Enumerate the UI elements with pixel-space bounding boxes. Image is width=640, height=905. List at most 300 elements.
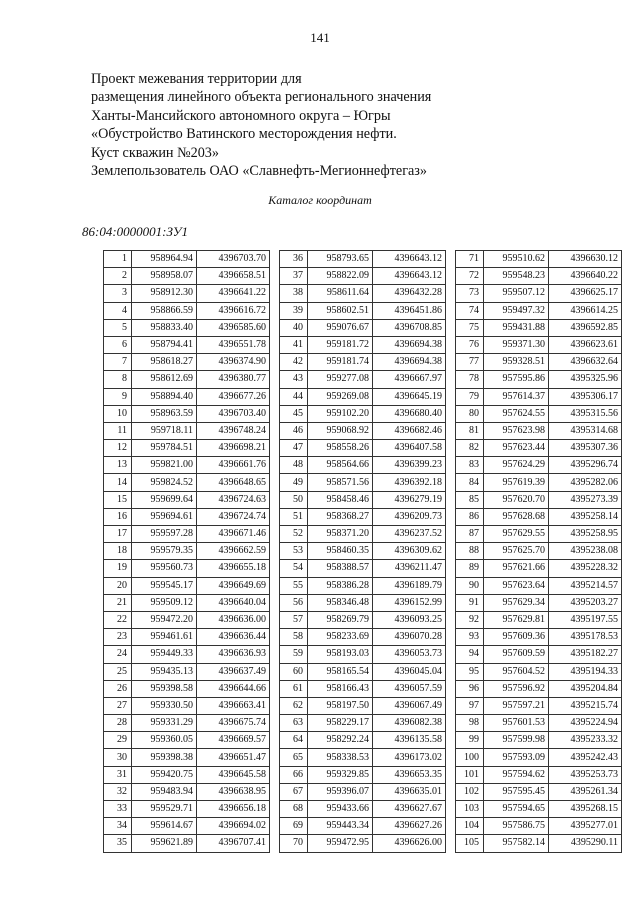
- table-row: [280, 732, 446, 749]
- table-row: [456, 474, 622, 491]
- title-line: размещения линейного объекта регионального значения: [91, 89, 432, 106]
- y-coordinate: 4396653.35: [373, 766, 446, 783]
- table-row: [456, 783, 622, 800]
- y-coordinate: 4396677.26: [197, 388, 270, 405]
- y-coordinate: 4396627.26: [373, 818, 446, 835]
- y-coordinate: 4396748.24: [197, 422, 270, 439]
- table-row: [104, 474, 270, 491]
- y-coordinate: 4396648.65: [197, 474, 270, 491]
- table-row: [280, 697, 446, 714]
- page-number: 141: [310, 30, 330, 45]
- table-row: [456, 543, 622, 560]
- coordinates-table-2: [279, 250, 446, 853]
- x-coordinate: 959614.67: [132, 818, 197, 835]
- table-row: [104, 508, 270, 525]
- x-coordinate: 959545.17: [132, 577, 197, 594]
- point-number: 43: [280, 371, 308, 388]
- x-coordinate: 958233.69: [308, 629, 373, 646]
- point-number: 5: [104, 319, 132, 336]
- x-coordinate: 957614.37: [484, 388, 549, 405]
- x-coordinate: 959330.50: [132, 697, 197, 714]
- y-coordinate: 4396640.22: [549, 268, 622, 285]
- y-coordinate: 4396173.02: [373, 749, 446, 766]
- parcel-id: 86:04:0000001:ЗУ1: [82, 224, 188, 239]
- table-row: [456, 560, 622, 577]
- x-coordinate: 959328.51: [484, 354, 549, 371]
- y-coordinate: 4396645.58: [197, 766, 270, 783]
- x-coordinate: 957594.62: [484, 766, 549, 783]
- table-row: [456, 422, 622, 439]
- y-coordinate: 4396661.76: [197, 457, 270, 474]
- y-coordinate: 4396082.38: [373, 715, 446, 732]
- y-coordinate: 4396070.28: [373, 629, 446, 646]
- point-number: 48: [280, 457, 308, 474]
- y-coordinate: 4396724.63: [197, 491, 270, 508]
- y-coordinate: 4396655.18: [197, 560, 270, 577]
- point-number: 47: [280, 440, 308, 457]
- catalog-heading: Каталог координат: [268, 193, 372, 207]
- y-coordinate: 4396551.78: [197, 336, 270, 353]
- x-coordinate: 958602.51: [308, 302, 373, 319]
- x-coordinate: 957595.45: [484, 783, 549, 800]
- point-number: 75: [456, 319, 484, 336]
- table-row: [456, 371, 622, 388]
- x-coordinate: 959102.20: [308, 405, 373, 422]
- x-coordinate: 959621.89: [132, 835, 197, 852]
- coordinates-table-3: [455, 250, 622, 853]
- table-row: [280, 715, 446, 732]
- y-coordinate: 4396694.38: [373, 354, 446, 371]
- y-coordinate: 4396093.25: [373, 611, 446, 628]
- x-coordinate: 957625.70: [484, 543, 549, 560]
- y-coordinate: 4396614.25: [549, 302, 622, 319]
- point-number: 24: [104, 646, 132, 663]
- y-coordinate: 4396645.19: [373, 388, 446, 405]
- point-number: 90: [456, 577, 484, 594]
- y-coordinate: 4395307.36: [549, 440, 622, 457]
- point-number: 98: [456, 715, 484, 732]
- table-row: [280, 766, 446, 783]
- table-row: [104, 457, 270, 474]
- point-number: 51: [280, 508, 308, 525]
- table-row: [280, 611, 446, 628]
- table-row: [280, 457, 446, 474]
- point-number: 36: [280, 251, 308, 268]
- x-coordinate: 958866.59: [132, 302, 197, 319]
- y-coordinate: 4396680.40: [373, 405, 446, 422]
- y-coordinate: 4395194.33: [549, 663, 622, 680]
- point-number: 34: [104, 818, 132, 835]
- point-number: 46: [280, 422, 308, 439]
- x-coordinate: 958458.46: [308, 491, 373, 508]
- x-coordinate: 957609.36: [484, 629, 549, 646]
- x-coordinate: 959449.33: [132, 646, 197, 663]
- point-number: 105: [456, 835, 484, 852]
- x-coordinate: 958368.27: [308, 508, 373, 525]
- x-coordinate: 958166.43: [308, 680, 373, 697]
- y-coordinate: 4396635.01: [373, 783, 446, 800]
- table-row: [456, 354, 622, 371]
- y-coordinate: 4396399.23: [373, 457, 446, 474]
- x-coordinate: 959507.12: [484, 285, 549, 302]
- table-row: [104, 440, 270, 457]
- table-row: [104, 577, 270, 594]
- point-number: 6: [104, 336, 132, 353]
- table-row: [104, 354, 270, 371]
- point-number: 18: [104, 543, 132, 560]
- point-number: 29: [104, 732, 132, 749]
- x-coordinate: 959510.62: [484, 251, 549, 268]
- x-coordinate: 958822.09: [308, 268, 373, 285]
- point-number: 54: [280, 560, 308, 577]
- table-row: [456, 697, 622, 714]
- x-coordinate: 958571.56: [308, 474, 373, 491]
- y-coordinate: 4396643.12: [373, 251, 446, 268]
- point-number: 26: [104, 680, 132, 697]
- y-coordinate: 4396724.74: [197, 508, 270, 525]
- y-coordinate: 4396671.46: [197, 526, 270, 543]
- point-number: 11: [104, 422, 132, 439]
- coordinates-table-1: [103, 250, 270, 853]
- y-coordinate: 4396625.17: [549, 285, 622, 302]
- x-coordinate: 959398.38: [132, 749, 197, 766]
- point-number: 64: [280, 732, 308, 749]
- point-number: 19: [104, 560, 132, 577]
- point-number: 99: [456, 732, 484, 749]
- x-coordinate: 957624.29: [484, 457, 549, 474]
- y-coordinate: 4396694.38: [373, 336, 446, 353]
- x-coordinate: 959443.34: [308, 818, 373, 835]
- point-number: 77: [456, 354, 484, 371]
- y-coordinate: 4395253.73: [549, 766, 622, 783]
- point-number: 22: [104, 611, 132, 628]
- table-row: [280, 646, 446, 663]
- y-coordinate: 4396643.12: [373, 268, 446, 285]
- point-number: 21: [104, 594, 132, 611]
- table-row: [104, 319, 270, 336]
- x-coordinate: 959461.61: [132, 629, 197, 646]
- y-coordinate: 4396237.52: [373, 526, 446, 543]
- point-number: 79: [456, 388, 484, 405]
- table-row: [104, 680, 270, 697]
- point-number: 80: [456, 405, 484, 422]
- y-coordinate: 4395306.17: [549, 388, 622, 405]
- table-row: [456, 336, 622, 353]
- x-coordinate: 959398.58: [132, 680, 197, 697]
- point-number: 93: [456, 629, 484, 646]
- x-coordinate: 957593.09: [484, 749, 549, 766]
- y-coordinate: 4395228.32: [549, 560, 622, 577]
- x-coordinate: 957601.53: [484, 715, 549, 732]
- document-title: [91, 70, 561, 180]
- point-number: 39: [280, 302, 308, 319]
- point-number: 25: [104, 663, 132, 680]
- point-number: 69: [280, 818, 308, 835]
- x-coordinate: 957620.70: [484, 491, 549, 508]
- point-number: 32: [104, 783, 132, 800]
- y-coordinate: 4396698.21: [197, 440, 270, 457]
- point-number: 38: [280, 285, 308, 302]
- x-coordinate: 959371.30: [484, 336, 549, 353]
- y-coordinate: 4395204.84: [549, 680, 622, 697]
- table-row: [280, 577, 446, 594]
- y-coordinate: 4395238.08: [549, 543, 622, 560]
- x-coordinate: 957604.52: [484, 663, 549, 680]
- x-coordinate: 959529.71: [132, 801, 197, 818]
- x-coordinate: 959821.00: [132, 457, 197, 474]
- point-number: 67: [280, 783, 308, 800]
- x-coordinate: 959699.64: [132, 491, 197, 508]
- point-number: 1: [104, 251, 132, 268]
- point-number: 16: [104, 508, 132, 525]
- y-coordinate: 4396641.22: [197, 285, 270, 302]
- point-number: 102: [456, 783, 484, 800]
- y-coordinate: 4396057.59: [373, 680, 446, 697]
- x-coordinate: 958558.26: [308, 440, 373, 457]
- x-coordinate: 958269.79: [308, 611, 373, 628]
- x-coordinate: 959076.67: [308, 319, 373, 336]
- point-number: 97: [456, 697, 484, 714]
- table-row: [456, 526, 622, 543]
- y-coordinate: 4396616.72: [197, 302, 270, 319]
- table-row: [280, 663, 446, 680]
- y-coordinate: 4396374.90: [197, 354, 270, 371]
- point-number: 59: [280, 646, 308, 663]
- x-coordinate: 958193.03: [308, 646, 373, 663]
- x-coordinate: 958611.64: [308, 285, 373, 302]
- point-number: 7: [104, 354, 132, 371]
- point-number: 78: [456, 371, 484, 388]
- title-line: Проект межевания территории для: [91, 71, 302, 87]
- y-coordinate: 4396703.40: [197, 405, 270, 422]
- x-coordinate: 958292.24: [308, 732, 373, 749]
- x-coordinate: 958794.41: [132, 336, 197, 353]
- point-number: 14: [104, 474, 132, 491]
- table-row: [456, 302, 622, 319]
- point-number: 3: [104, 285, 132, 302]
- y-coordinate: 4396694.02: [197, 818, 270, 835]
- point-number: 17: [104, 526, 132, 543]
- table-row: [456, 268, 622, 285]
- point-number: 76: [456, 336, 484, 353]
- point-number: 13: [104, 457, 132, 474]
- y-coordinate: 4396636.93: [197, 646, 270, 663]
- x-coordinate: 959497.32: [484, 302, 549, 319]
- y-coordinate: 4396640.04: [197, 594, 270, 611]
- table-row: [456, 491, 622, 508]
- table-row: [280, 508, 446, 525]
- point-number: 40: [280, 319, 308, 336]
- table-row: [104, 526, 270, 543]
- y-coordinate: 4396451.86: [373, 302, 446, 319]
- table-row: [104, 302, 270, 319]
- x-coordinate: 957621.66: [484, 560, 549, 577]
- y-coordinate: 4396658.51: [197, 268, 270, 285]
- y-coordinate: 4396211.47: [373, 560, 446, 577]
- x-coordinate: 958229.17: [308, 715, 373, 732]
- table-row: [104, 594, 270, 611]
- point-number: 73: [456, 285, 484, 302]
- x-coordinate: 959560.73: [132, 560, 197, 577]
- y-coordinate: 4396632.64: [549, 354, 622, 371]
- x-coordinate: 958564.66: [308, 457, 373, 474]
- point-number: 92: [456, 611, 484, 628]
- y-coordinate: 4395296.74: [549, 457, 622, 474]
- x-coordinate: 958793.65: [308, 251, 373, 268]
- table-row: [456, 646, 622, 663]
- point-number: 85: [456, 491, 484, 508]
- y-coordinate: 4395203.27: [549, 594, 622, 611]
- table-row: [456, 835, 622, 852]
- table-row: [456, 663, 622, 680]
- y-coordinate: 4395214.57: [549, 577, 622, 594]
- y-coordinate: 4395242.43: [549, 749, 622, 766]
- table-row: [280, 319, 446, 336]
- point-number: 62: [280, 697, 308, 714]
- point-number: 65: [280, 749, 308, 766]
- x-coordinate: 959718.11: [132, 422, 197, 439]
- table-row: [456, 405, 622, 422]
- y-coordinate: 4396279.19: [373, 491, 446, 508]
- x-coordinate: 957594.65: [484, 801, 549, 818]
- y-coordinate: 4395315.56: [549, 405, 622, 422]
- point-number: 31: [104, 766, 132, 783]
- x-coordinate: 959181.72: [308, 336, 373, 353]
- table-row: [104, 749, 270, 766]
- point-number: 53: [280, 543, 308, 560]
- x-coordinate: 957582.14: [484, 835, 549, 852]
- x-coordinate: 958894.40: [132, 388, 197, 405]
- point-number: 71: [456, 251, 484, 268]
- y-coordinate: 4396309.62: [373, 543, 446, 560]
- point-number: 87: [456, 526, 484, 543]
- table-row: [104, 835, 270, 852]
- x-coordinate: 959435.13: [132, 663, 197, 680]
- table-row: [104, 371, 270, 388]
- x-coordinate: 959824.52: [132, 474, 197, 491]
- table-row: [456, 749, 622, 766]
- x-coordinate: 957624.55: [484, 405, 549, 422]
- point-number: 27: [104, 697, 132, 714]
- y-coordinate: 4396067.49: [373, 697, 446, 714]
- y-coordinate: 4396708.85: [373, 319, 446, 336]
- table-row: [280, 388, 446, 405]
- point-number: 89: [456, 560, 484, 577]
- y-coordinate: 4396707.41: [197, 835, 270, 852]
- table-row: [456, 629, 622, 646]
- table-row: [456, 285, 622, 302]
- point-number: 37: [280, 268, 308, 285]
- table-row: [280, 354, 446, 371]
- x-coordinate: 959548.23: [484, 268, 549, 285]
- x-coordinate: 957596.92: [484, 680, 549, 697]
- table-row: [456, 577, 622, 594]
- table-row: [104, 801, 270, 818]
- x-coordinate: 958612.69: [132, 371, 197, 388]
- table-row: [104, 422, 270, 439]
- y-coordinate: 4395178.53: [549, 629, 622, 646]
- table-row: [280, 543, 446, 560]
- x-coordinate: 959597.28: [132, 526, 197, 543]
- x-coordinate: 958963.59: [132, 405, 197, 422]
- title-line: «Обустройство Ватинского месторождения нефти.: [91, 126, 397, 143]
- point-number: 81: [456, 422, 484, 439]
- y-coordinate: 4395261.34: [549, 783, 622, 800]
- point-number: 60: [280, 663, 308, 680]
- table-row: [280, 285, 446, 302]
- table-row: [104, 611, 270, 628]
- x-coordinate: 957623.98: [484, 422, 549, 439]
- x-coordinate: 959068.92: [308, 422, 373, 439]
- table-row: [280, 336, 446, 353]
- x-coordinate: 957629.81: [484, 611, 549, 628]
- y-coordinate: 4396592.85: [549, 319, 622, 336]
- x-coordinate: 957586.75: [484, 818, 549, 835]
- table-row: [456, 732, 622, 749]
- point-number: 35: [104, 835, 132, 852]
- table-row: [104, 783, 270, 800]
- title-line: Куст скважин №203»: [91, 144, 219, 161]
- point-number: 2: [104, 268, 132, 285]
- x-coordinate: 957599.98: [484, 732, 549, 749]
- x-coordinate: 957595.86: [484, 371, 549, 388]
- table-row: [280, 629, 446, 646]
- table-row: [280, 268, 446, 285]
- y-coordinate: 4396407.58: [373, 440, 446, 457]
- y-coordinate: 4395197.55: [549, 611, 622, 628]
- point-number: 23: [104, 629, 132, 646]
- y-coordinate: 4395290.11: [549, 835, 622, 852]
- point-number: 100: [456, 749, 484, 766]
- y-coordinate: 4395258.14: [549, 508, 622, 525]
- x-coordinate: 958912.30: [132, 285, 197, 302]
- x-coordinate: 958388.57: [308, 560, 373, 577]
- table-row: [280, 680, 446, 697]
- y-coordinate: 4396585.60: [197, 319, 270, 336]
- point-number: 10: [104, 405, 132, 422]
- point-number: 84: [456, 474, 484, 491]
- point-number: 12: [104, 440, 132, 457]
- x-coordinate: 958197.50: [308, 697, 373, 714]
- table-row: [104, 818, 270, 835]
- table-row: [280, 491, 446, 508]
- table-row: [104, 388, 270, 405]
- y-coordinate: 4396662.59: [197, 543, 270, 560]
- y-coordinate: 4396135.58: [373, 732, 446, 749]
- y-coordinate: 4396675.74: [197, 715, 270, 732]
- x-coordinate: 959579.35: [132, 543, 197, 560]
- y-coordinate: 4396669.57: [197, 732, 270, 749]
- x-coordinate: 957623.44: [484, 440, 549, 457]
- table-row: [456, 388, 622, 405]
- point-number: 49: [280, 474, 308, 491]
- table-row: [104, 405, 270, 422]
- y-coordinate: 4395314.68: [549, 422, 622, 439]
- point-number: 94: [456, 646, 484, 663]
- table-row: [456, 715, 622, 732]
- table-row: [456, 440, 622, 457]
- point-number: 61: [280, 680, 308, 697]
- point-number: 41: [280, 336, 308, 353]
- x-coordinate: 959694.61: [132, 508, 197, 525]
- table-row: [456, 457, 622, 474]
- y-coordinate: 4395258.95: [549, 526, 622, 543]
- table-row: [280, 801, 446, 818]
- y-coordinate: 4396636.00: [197, 611, 270, 628]
- point-number: 50: [280, 491, 308, 508]
- y-coordinate: 4395268.15: [549, 801, 622, 818]
- table-row: [456, 680, 622, 697]
